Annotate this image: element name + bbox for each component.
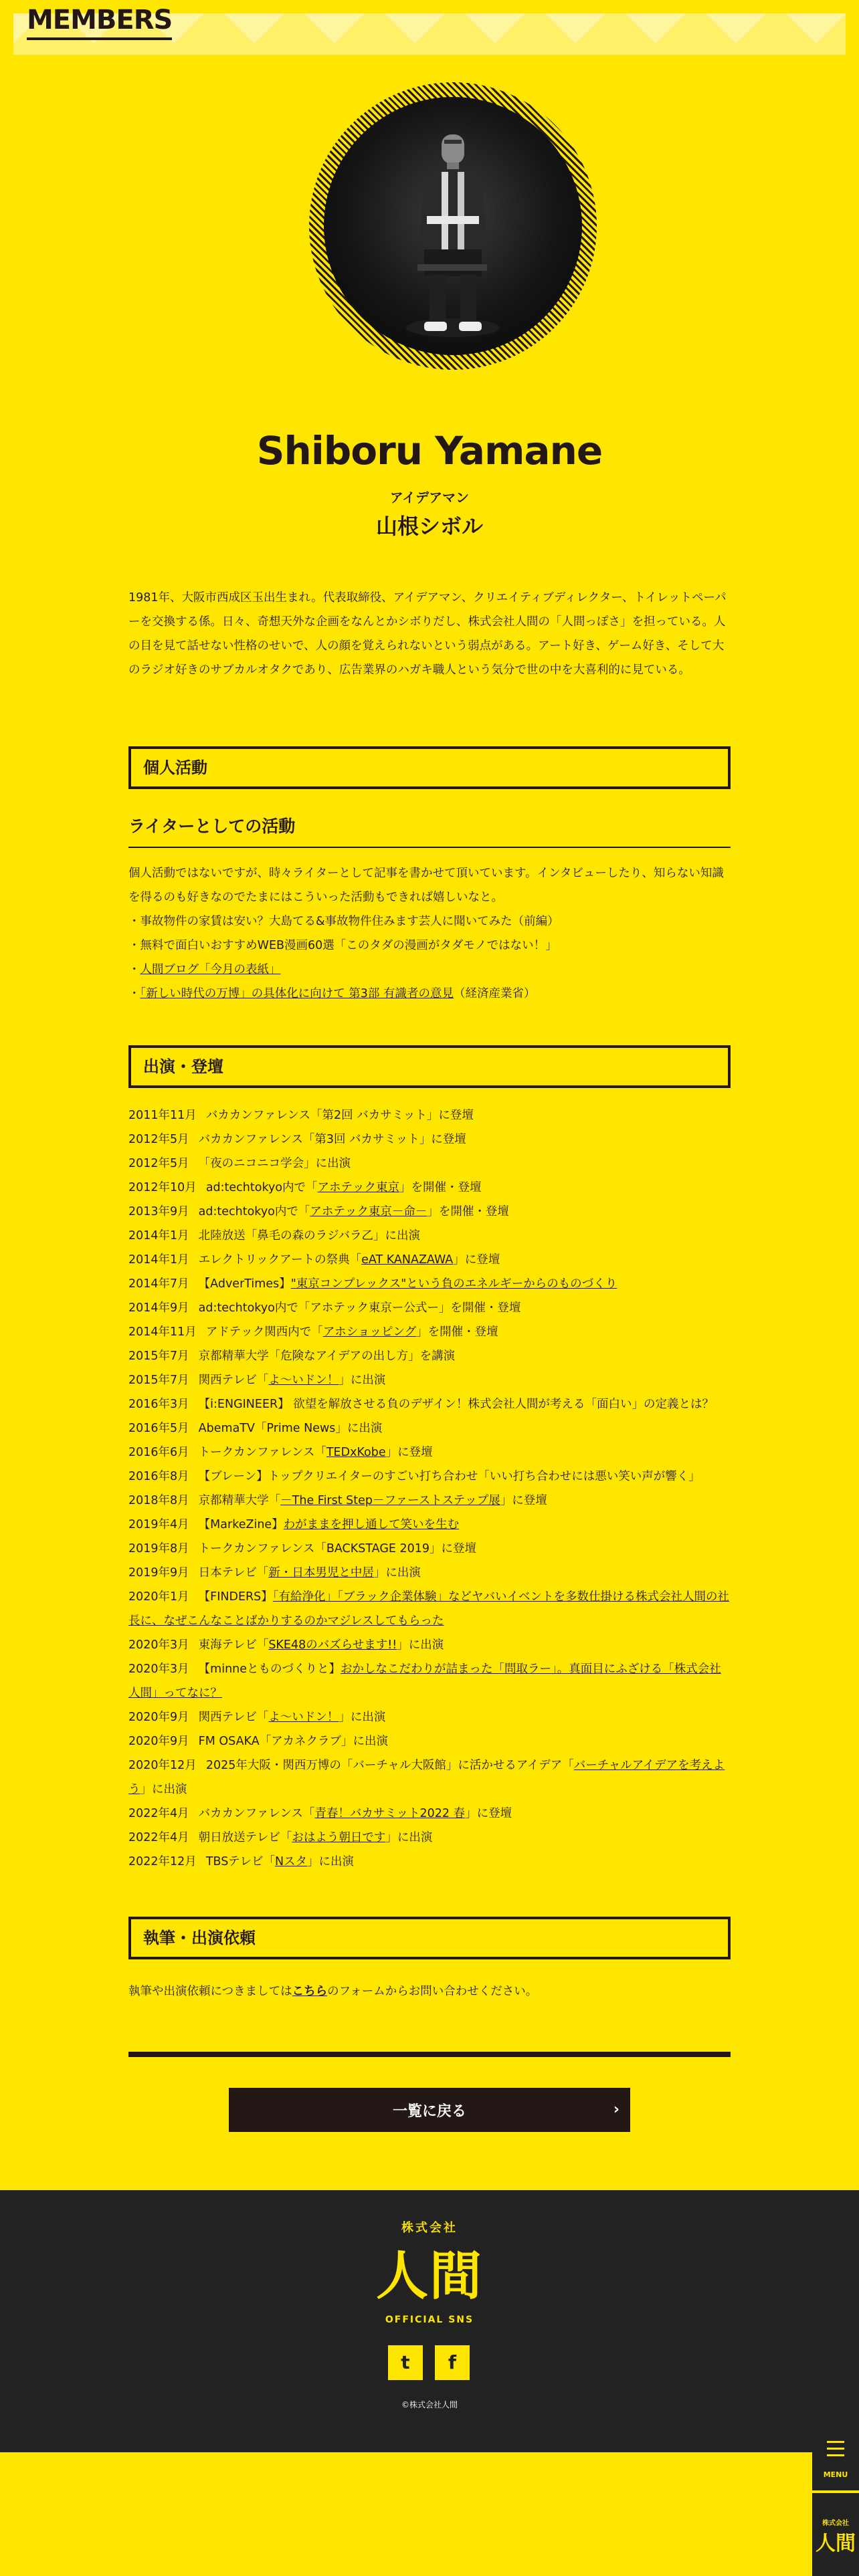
writer-item-text: 事故物件の家賃は安い？大島てる&事故物件住みます芸人に聞いてみた（前編） (140, 915, 559, 928)
history-date: 2019年4月 (128, 1518, 189, 1531)
history-row (128, 1368, 731, 1392)
chevron-right-icon: › (613, 2101, 619, 2118)
history-row (128, 1344, 731, 1368)
history-text: トークカンファレンス「BACKSTAGE 2019」に登壇 (198, 1542, 477, 1555)
history-date: 2014年1月 (128, 1253, 189, 1267)
history-text: ad:techtokyo内で「 (198, 1205, 310, 1218)
history-link[interactable]: 新・日本男児と中居 (268, 1566, 374, 1580)
history-text-after: 」に出演 (385, 1831, 433, 1844)
history-date: 2022年4月 (128, 1807, 189, 1820)
history-date: 2015年7月 (128, 1350, 189, 1363)
history-date: 2019年9月 (128, 1566, 189, 1580)
history-row (128, 1176, 731, 1200)
hamburger-icon (827, 2441, 844, 2461)
history-text: AbemaTV「Prime News」に出演 (198, 1422, 383, 1435)
portrait-photo (324, 97, 582, 355)
history-row (128, 1465, 731, 1489)
history-link[interactable]: アホショッピング (322, 1325, 417, 1339)
history-link[interactable]: SKE48のバズらせます!! (268, 1638, 397, 1652)
history-link[interactable]: TEDxKobe (326, 1446, 386, 1459)
history-date: 2016年3月 (128, 1398, 189, 1411)
history-date: 2019年8月 (128, 1542, 189, 1555)
history-date: 2015年7月 (128, 1374, 189, 1387)
history-date: 2012年10月 (128, 1181, 197, 1194)
history-date: 2020年9月 (128, 1711, 189, 1724)
history-text: 朝日放送テレビ「 (198, 1831, 292, 1844)
history-date: 2020年12月 (128, 1759, 197, 1772)
history-date: 2014年7月 (128, 1277, 189, 1291)
appearance-history (128, 1103, 731, 1874)
history-text-after: 」に出演 (339, 1374, 386, 1387)
history-row (128, 1200, 731, 1224)
history-date: 2020年9月 (128, 1735, 189, 1748)
history-text: エレクトリックアートの祭典「 (198, 1253, 362, 1267)
history-text: 北陸放送「鼻毛の森のラジバラ乙」に出演 (198, 1229, 420, 1243)
footer-sns-links (388, 2345, 471, 2381)
history-text: 【ブレーン】トップクリエイターのすごい打ち合わせ「いい打ち合わせには悪い笑い声が響く」 (198, 1470, 700, 1483)
member-name-jp: 山根シボル (375, 514, 483, 539)
history-row (128, 1705, 731, 1729)
history-link[interactable]: バーチャルアイデアを考えよう (128, 1759, 725, 1796)
history-row (128, 1561, 731, 1585)
history-text: 関西テレビ「 (198, 1374, 269, 1387)
history-text: 東海テレビ「 (198, 1638, 269, 1652)
page-title: MEMBERS (27, 3, 172, 40)
history-row (128, 1248, 731, 1272)
history-date: 2014年11月 (128, 1325, 197, 1339)
facebook-icon[interactable]: f (435, 2345, 470, 2380)
member-role: アイデアマン (389, 490, 470, 506)
history-link[interactable]: 「有給浄化」「ブラック企業体験」などヤバいイベントを多数仕掛ける株式会社人間の社長に、なぜこんなことばかりするのかマジレスしてもらった (128, 1590, 729, 1628)
writer-item-bullet: ・ (128, 987, 140, 1000)
section-heading-contact (128, 1917, 731, 1959)
history-date: 2014年9月 (128, 1301, 189, 1315)
section-heading-appearance (128, 1045, 731, 1088)
footer (0, 2190, 859, 2452)
subheading-writer: ライターとしての活動 (128, 813, 731, 848)
section-heading-label: 執筆・出演依頼 (143, 1929, 256, 1947)
section-heading-label: 出演・登壇 (143, 1057, 223, 1076)
writer-item-link[interactable]: 「新しい時代の万博」の具体化に向けて 第3部 有識者の意見 (140, 987, 454, 1000)
history-row (128, 1633, 731, 1657)
writer-activity (128, 861, 731, 1006)
history-row (128, 1489, 731, 1513)
history-text: TBSテレビ「 (205, 1855, 275, 1868)
history-date: 2013年9月 (128, 1205, 189, 1218)
history-text: FM OSAKA「アカネクラブ」に出演 (198, 1735, 389, 1748)
contact-post: のフォームからお問い合わせください。 (327, 1985, 538, 1998)
history-link[interactable]: アホテック東京－命－ (310, 1205, 427, 1218)
writer-item (128, 934, 731, 958)
history-text-after: 」に出演 (373, 1566, 421, 1580)
history-text-after: 」を開催・登壇 (416, 1325, 498, 1339)
history-text: 京都精華大学「 (198, 1494, 281, 1507)
history-row (128, 1152, 731, 1176)
history-link[interactable]: よ〜いドン！ (268, 1374, 339, 1387)
writer-intro: 個人活動ではないですが、時々ライターとして記事を書かせて頂いています。インタビューしたり、知らない知識を得るのも好きなのでたまにはこういった活動もできれば嬉しいなと。 (128, 867, 724, 904)
menu-button[interactable] (812, 2417, 859, 2490)
history-row (128, 1416, 731, 1440)
history-date: 2018年8月 (128, 1494, 189, 1507)
history-date: 2020年3月 (128, 1638, 189, 1652)
history-row (128, 1657, 731, 1705)
writer-item-text: （経済産業省） (454, 987, 536, 1000)
history-row (128, 1296, 731, 1320)
contact-pre: 執筆や出演依頼につきましては (128, 1985, 292, 1998)
writer-item (128, 982, 731, 1006)
history-text-after: 」に出演 (140, 1783, 187, 1796)
history-row (128, 1224, 731, 1248)
history-row (128, 1753, 731, 1802)
history-text: 京都精華大学「危険なアイデアの出し方」を講演 (198, 1350, 456, 1363)
history-row (128, 1320, 731, 1344)
history-row (128, 1802, 731, 1826)
writer-item-bullet: ・ (128, 915, 140, 928)
history-row (128, 1850, 731, 1874)
member-name-en: Shiboru Yamane (256, 428, 603, 473)
history-text-after: 」に出演 (397, 1638, 444, 1652)
history-text-after: 」に出演 (339, 1711, 386, 1724)
history-link[interactable]: わがままを押し通して笑いを生む (283, 1518, 460, 1531)
history-row (128, 1440, 731, 1465)
history-text: 【MarkeZine】 (198, 1518, 284, 1531)
history-row (128, 1513, 731, 1537)
footer-copyright: ©株式会社人間 (401, 2400, 458, 2409)
history-date: 2011年11月 (128, 1109, 197, 1122)
history-text: 【minneとものづくりと】 (198, 1662, 341, 1676)
back-to-list-button[interactable] (229, 2088, 630, 2132)
history-row (128, 1103, 731, 1128)
writer-item-text: 無料で面白いおすすめWEB漫画60選「このタダの漫画がタダモノではない！」 (140, 939, 557, 952)
menu-label: MENU (823, 2470, 848, 2479)
side-logo-button[interactable] (812, 2493, 859, 2576)
history-date: 2016年5月 (128, 1422, 189, 1435)
footer-company-small: 株式会社 (401, 2221, 458, 2235)
history-row (128, 1537, 731, 1561)
history-text: トークカンファレンス「 (198, 1446, 326, 1459)
history-date: 2014年1月 (128, 1229, 189, 1243)
history-text-after: 」に登壇 (385, 1446, 433, 1459)
history-date: 2012年5月 (128, 1157, 189, 1170)
history-row (128, 1585, 731, 1633)
divider (128, 2052, 731, 2057)
history-row (128, 1392, 731, 1416)
history-text: ad:techtokyo内で「アホテック東京ー公式ー」を開催・登壇 (198, 1301, 521, 1315)
person-silhouette-icon (324, 97, 582, 355)
history-link[interactable]: －The First Step－ファーストステップ展 (280, 1494, 500, 1507)
writer-item-bullet: ・ (128, 963, 140, 976)
history-text: 【AdverTimes】 (198, 1277, 291, 1291)
history-text: バカカンファレンス「第2回 バカサミット」に登壇 (205, 1109, 474, 1122)
history-link[interactable]: アホテック東京 (317, 1181, 400, 1194)
history-text: 2025年大阪・関西万博の「バーチャル大阪館」に活かせるアイデア「 (205, 1759, 574, 1772)
writer-item-link[interactable]: 人間ブログ「今月の表紙」 (140, 963, 281, 976)
history-text-after: 」を開催・登壇 (427, 1205, 509, 1218)
writer-list (128, 909, 731, 1006)
history-date: 2012年5月 (128, 1133, 189, 1146)
footer-sns-label: OFFICIAL SNS (385, 2315, 474, 2325)
history-text-after: 」に出演 (307, 1855, 355, 1868)
history-row (128, 1729, 731, 1753)
contact-text (128, 1979, 731, 2004)
side-logo-small: 株式会社 (822, 2520, 849, 2527)
history-date: 2020年1月 (128, 1590, 189, 1604)
writer-item (128, 909, 731, 934)
footer-logo[interactable]: 人間 (375, 2246, 483, 2306)
history-text-after: 」を開催・登壇 (399, 1181, 482, 1194)
history-link[interactable]: おはよう朝日です (292, 1831, 386, 1844)
history-date: 2016年8月 (128, 1470, 189, 1483)
history-date: 2022年4月 (128, 1831, 189, 1844)
history-text: 【i:ENGINEER】 欲望を解放させる負のデザイン！株式会社人間が考える「面白い」の定義とは？ (198, 1398, 714, 1411)
history-text: 関西テレビ「 (198, 1711, 269, 1724)
history-text: ad:techtokyo内で「 (205, 1181, 318, 1194)
history-text-after: 」に登壇 (453, 1253, 500, 1267)
history-text: 【FINDERS】 (198, 1590, 273, 1604)
history-link[interactable]: よ〜いドン！ (268, 1711, 339, 1724)
history-row (128, 1272, 731, 1296)
history-link[interactable]: 青春！バカサミット2022 春 (314, 1807, 466, 1820)
history-date: 2022年12月 (128, 1855, 197, 1868)
contact-form-link[interactable]: こちら (292, 1985, 328, 1998)
history-link[interactable]: おかしなこだわりが詰まった「問取ラー」。真面目にふざける「株式会社人間」ってなに？ (128, 1662, 721, 1700)
history-text-after: 」に登壇 (500, 1494, 547, 1507)
history-link[interactable]: Nスタ (274, 1855, 308, 1868)
back-button-label: 一覧に戻る (392, 2103, 466, 2120)
writer-item-bullet: ・ (128, 939, 140, 952)
history-text: アドテック関西内で「 (205, 1325, 323, 1339)
history-link[interactable]: "東京コンプレックス"という負のエネルギーからのものづくり (290, 1277, 617, 1291)
profile-portrait (309, 82, 597, 410)
section-heading-label: 個人活動 (143, 758, 207, 777)
history-row (128, 1826, 731, 1850)
history-text-after: 」に登壇 (465, 1807, 512, 1820)
side-logo-text: 人間 (816, 2532, 856, 2555)
twitter-icon[interactable]: t (388, 2345, 423, 2380)
history-date: 2016年6月 (128, 1446, 189, 1459)
history-link[interactable]: eAT KANAZAWA (361, 1253, 454, 1267)
history-row (128, 1128, 731, 1152)
writer-item (128, 958, 731, 982)
history-text: バカカンファレンス「 (198, 1807, 315, 1820)
history-text: バカカンファレンス「第3回 バカサミット」に登壇 (198, 1133, 466, 1146)
history-text: 「夜のニコニコ学会」に出演 (198, 1157, 351, 1170)
member-bio: 1981年、大阪市西成区玉出生まれ。代表取締役、アイデアマン、クリエイティブディレクター、トイレットペーパーを交換する係。日々、奇想天外な企画をなんとかシボりだし、株式会社人間の「人間っぽさ」を担っている。人の目を見て話せない性格のせいで、人の顔を覚えられないという弱点がある。アート好き、ゲーム好き、そして大のラジオ好きのサブカルオタクであり、広告業界のハガキ職人という気分で世の中を大喜利的に見ている。 (128, 591, 727, 677)
history-text: 日本テレビ「 (198, 1566, 269, 1580)
section-heading-personal (128, 746, 731, 789)
history-date: 2020年3月 (128, 1662, 189, 1676)
